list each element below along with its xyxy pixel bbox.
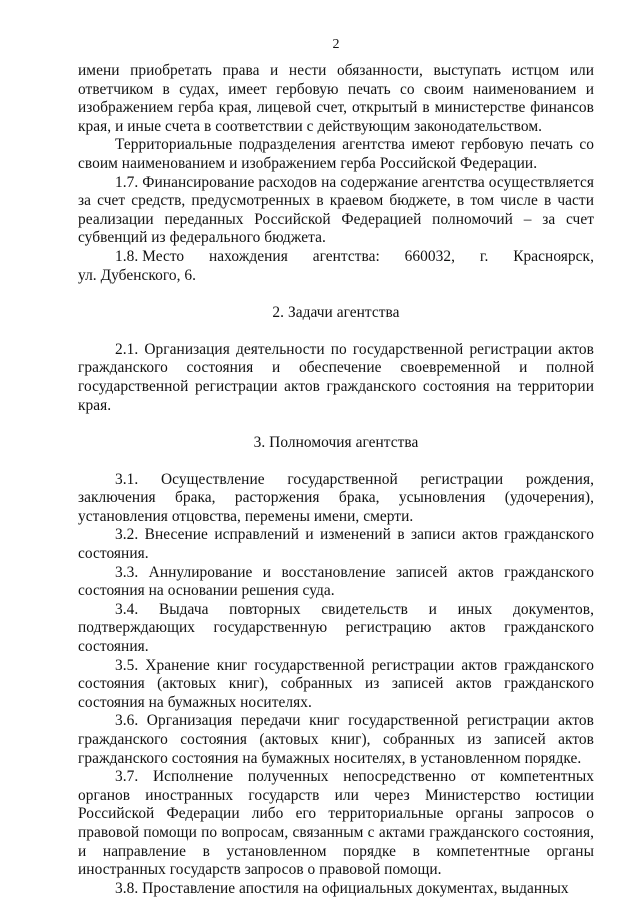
paragraph-1-8-location	[78, 248, 594, 285]
location-word-2: нахождения	[209, 247, 288, 265]
location-street: ул. Дубенского, 6.	[78, 266, 197, 284]
section-2-heading: 2. Задачи агентства	[272, 304, 400, 322]
paragraph-3-3: 3.3. Аннулирование и восстановление записей актов гражданского состояния на основании решения суда.	[78, 563, 594, 600]
paragraph-3-5: 3.5. Хранение книг государственной регистрации актов гражданского состояния (актовых книг), собранных из записей актов гражданского состояния на бумажных носителях.	[78, 656, 594, 711]
paragraph-territorial-units: Территориальные подразделения агентства имеют гербовую печать со своим наименованием и изображением герба Российской Федерации.	[78, 136, 594, 172]
paragraph-3-7: 3.7. Исполнение полученных непосредственно от компетентных органов иностранных государств или через Министерство юстиции Российской Федерации либо его территориальные органы запросов о правовой помощи по вопросам, связанным с актами гражданского состояния, и направление в установленном порядке в компетентные органы иностранных государств запросов о правовой помощи.	[78, 768, 594, 879]
paragraph-2-1: 2.1. Организация деятельности по государственной регистрации актов гражданского состояния и обеспечение своевременной и полной государственной регистрации актов гражданского состояния на территории края.	[78, 340, 594, 414]
location-city-prefix: г.	[479, 247, 489, 265]
paragraph-3-8: 3.8. Проставление апостиля на официальных документах, выданных	[115, 879, 569, 897]
paragraph-legal-entity: имени приобретать права и нести обязанности, выступать истцом или ответчиком в судах, имеет гербовую печать со своим наименованием и изображением герба края, лицевой счет, открытый в министерстве финансов края, и иные счета в соответствии с действующим законодательством.	[78, 62, 594, 135]
paragraph-3-4: 3.4. Выдача повторных свидетельств и иных документов, подтверждающих государственную регистрацию актов гражданского состояния.	[78, 600, 594, 656]
location-postcode: 660032,	[404, 247, 456, 265]
location-word-3: агентства:	[312, 247, 380, 265]
location-label: 1.8. Место	[115, 247, 185, 265]
paragraph-3-1: 3.1. Осуществление государственной регистрации рождения, заключения брака, расторжения брака, усыновления (удочерения), установления отцовства, перемены имени, смерти.	[78, 470, 594, 525]
document-body	[78, 62, 594, 898]
section-3-heading: 3. Полномочия агентства	[253, 434, 419, 452]
paragraph-3-2: 3.2. Внесение исправлений и изменений в записи актов гражданского состояния.	[78, 526, 594, 563]
page-number: 2	[332, 37, 340, 52]
paragraph-1-7-financing: 1.7. Финансирование расходов на содержание агентства осуществляется за счет средств, предусмотренных в краевом бюджете, в том числе в части реализации переданных Российской Федерацией полномочий – за счет субвенций из федерального бюджета.	[78, 173, 594, 247]
location-line-1	[78, 248, 594, 267]
location-city: Красноярск,	[513, 247, 594, 265]
document-page	[78, 0, 594, 913]
paragraph-3-6: 3.6. Организация передачи книг государственной регистрации актов гражданского состояния (актовых книг), собранных из записей актов гражданского состояния на бумажных носителях, в установленном порядке.	[78, 712, 594, 767]
